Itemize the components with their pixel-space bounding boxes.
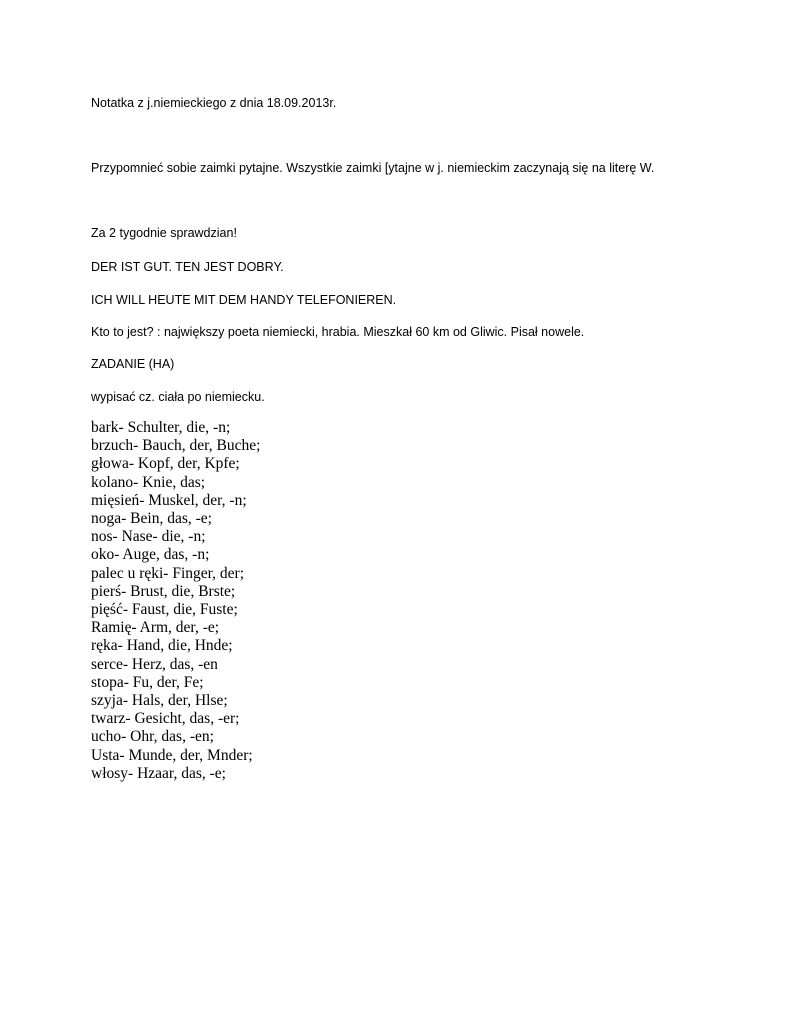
list-item: stopa- Fu, der, Fe; <box>91 673 204 691</box>
paragraph-homework-title: ZADANIE (HA) <box>91 357 175 371</box>
list-item: palec u ręki- Finger, der; <box>91 564 245 582</box>
list-item: brzuch- Bauch, der, Buche; <box>91 437 261 455</box>
list-item: ręka- Hand, die, Hnde; <box>91 637 233 655</box>
paragraph-question-pronouns: Przypomnieć sobie zaimki pytajne. Wszystkie zaimki [ytajne w j. niemieckim zaczynają się na literę W. <box>91 161 655 175</box>
list-item: włosy- Hzaar, das, -e; <box>91 764 226 782</box>
list-item: pięść- Faust, die, Fuste; <box>91 601 238 619</box>
list-item: Usta- Munde, der, Mnder; <box>91 746 253 764</box>
list-item: oko- Auge, das, -n; <box>91 546 210 564</box>
list-item: ucho- Ohr, das, -en; <box>91 728 214 746</box>
vocabulary-list <box>91 419 260 783</box>
list-item: Ramię- Arm, der, -e; <box>91 619 220 637</box>
list-item: bark- Schulter, die, -n; <box>91 419 231 436</box>
paragraph-test-notice: Za 2 tygodnie sprawdzian! <box>91 226 237 240</box>
paragraph-example-sentence-2: ICH WILL HEUTE MIT DEM HANDY TELEFONIEREN. <box>91 293 397 307</box>
paragraph-example-sentence-1: DER IST GUT. TEN JEST DOBRY. <box>91 260 284 274</box>
list-item: twarz- Gesicht, das, -er; <box>91 710 240 728</box>
list-item: mięsień- Muskel, der, -n; <box>91 491 247 509</box>
paragraph-who-is-it: Kto to jest? : największy poeta niemiecki, hrabia. Mieszkał 60 km od Gliwic. Pisał nowele. <box>91 325 585 339</box>
list-item: pierś- Brust, die, Brste; <box>91 582 236 600</box>
list-item: serce- Herz, das, -en <box>91 655 218 673</box>
paragraph-homework-task: wypisać cz. ciała po niemiecku. <box>91 390 265 404</box>
list-item: noga- Bein, das, -e; <box>91 510 212 528</box>
list-item: głowa- Kopf, der, Kpfe; <box>91 455 240 473</box>
document-heading: Notatka z j.niemieckiego z dnia 18.09.2013r. <box>91 96 337 110</box>
list-item: nos- Nase- die, -n; <box>91 528 206 546</box>
list-item: kolano- Knie, das; <box>91 473 206 491</box>
list-item: szyja- Hals, der, Hlse; <box>91 692 228 710</box>
